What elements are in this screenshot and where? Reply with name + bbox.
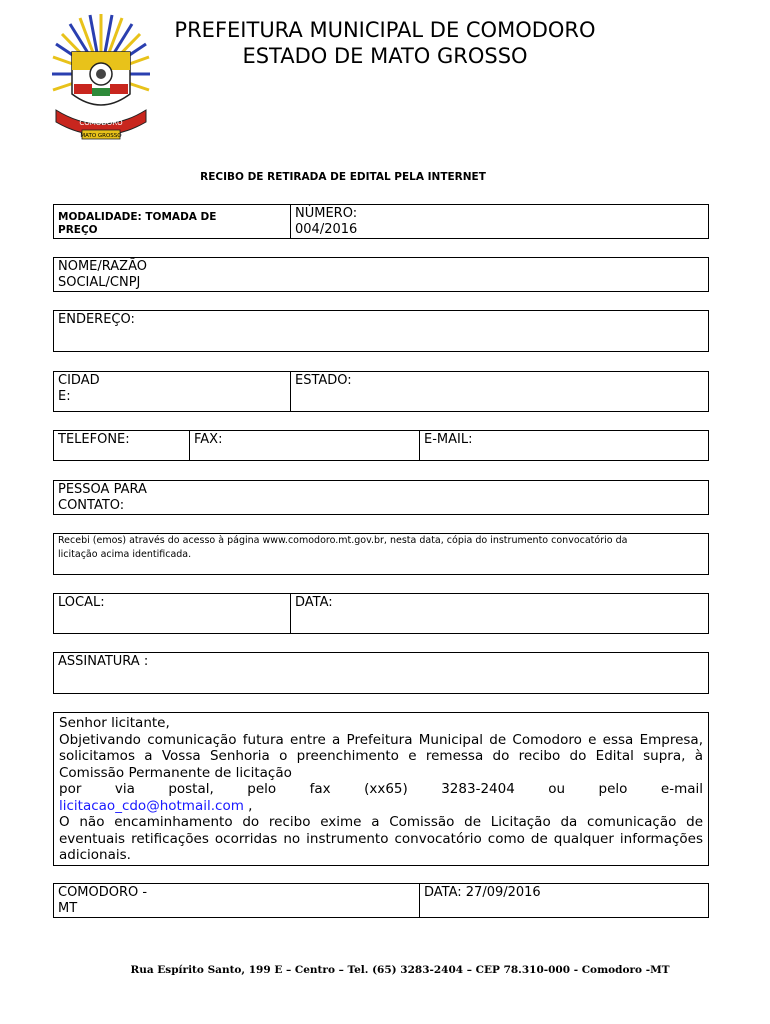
numero-label: NÚMERO: <box>295 206 358 221</box>
pessoa-contato-field[interactable] <box>53 480 709 515</box>
numero-value: 004/2016 <box>295 222 358 237</box>
logo-ribbon-text: COMODORO <box>79 119 123 127</box>
cidade-label: CIDAD E: <box>58 373 100 404</box>
declaration-line2: licitação acima identificada. <box>58 549 192 560</box>
message-line7: eventuais retificações ocorridas no instrumento convocatório como de qualquer informações <box>59 830 703 847</box>
message-line6: O não encaminhamento do recibo exime a Comissão de Licitação da comunicação de <box>59 814 703 830</box>
endereco-label: ENDEREÇO: <box>58 312 135 327</box>
city-label: COMODORO - MT <box>58 885 148 916</box>
local-data-row <box>53 593 709 634</box>
contact-row <box>53 430 709 461</box>
endereco-field[interactable] <box>53 310 709 352</box>
municipal-coat-of-arms-logo <box>50 12 152 142</box>
email-field[interactable] <box>419 431 708 460</box>
message-line4: por via postal, pelo fax (xx65) 3283-2404 ou pelo e-mail <box>59 781 703 797</box>
data-field[interactable] <box>290 594 708 633</box>
data-label: DATA: <box>295 595 333 610</box>
message-greeting: Senhor licitante, <box>59 715 170 731</box>
email-suffix: , <box>243 797 253 814</box>
footer-address: Rua Espírito Santo, 199 E – Centro – Tel. (65) 3283-2404 – CEP 78.310-000 - Comodoro -MT <box>130 964 670 976</box>
logo-banner-text: MATO GROSSO <box>80 133 122 139</box>
message-box <box>53 712 709 866</box>
fax-label: FAX: <box>194 432 223 447</box>
page-title-line2: ESTADO DE MATO GROSSO <box>242 44 528 68</box>
page-title-line1: PREFEITURA MUNICIPAL DE COMODORO <box>174 18 596 42</box>
message-line2: solicitamos a Vossa Senhoria o preenchimento e remessa do recibo do Edital supra, à <box>59 748 703 764</box>
receipt-title: RECIBO DE RETIRADA DE EDITAL PELA INTERNET <box>200 171 486 183</box>
local-label: LOCAL: <box>58 595 105 610</box>
cidade-estado-row <box>53 371 709 412</box>
date-label: DATA: 27/09/2016 <box>424 885 541 900</box>
email-link[interactable]: licitacao_cdo@hotmail.com <box>59 797 244 814</box>
local-field[interactable] <box>54 594 290 633</box>
pessoa-label: PESSOA PARA CONTATO: <box>58 482 147 513</box>
declaration-box <box>53 533 709 575</box>
message-line1: Objetivando comunicação futura entre a Prefeitura Municipal de Comodoro e essa Empresa, <box>59 731 703 748</box>
estado-field[interactable] <box>290 372 708 411</box>
email-label: E-MAIL: <box>424 432 473 447</box>
estado-label: ESTADO: <box>295 373 352 388</box>
fax-field[interactable] <box>189 431 419 460</box>
city-date-row <box>53 883 709 918</box>
telefone-label: TELEFONE: <box>58 432 130 447</box>
modalidade-label: MODALIDADE: TOMADA DE PREÇO <box>58 211 217 236</box>
assinatura-field[interactable] <box>53 652 709 694</box>
nome-field[interactable] <box>53 257 709 292</box>
assinatura-label: ASSINATURA : <box>58 654 149 669</box>
nome-label: NOME/RAZÃO SOCIAL/CNPJ <box>58 259 147 290</box>
cidade-field[interactable] <box>54 372 290 411</box>
telefone-field[interactable] <box>54 431 189 460</box>
modalidade-row <box>53 204 709 239</box>
message-line8: adicionais. <box>59 847 131 863</box>
message-line3: Comissão Permanente de licitação <box>59 764 292 781</box>
declaration-line1: Recebi (emos) através do acesso à página www.comodoro.mt.gov.br, nesta data, cópia do instrumento convocatório da <box>58 535 628 546</box>
